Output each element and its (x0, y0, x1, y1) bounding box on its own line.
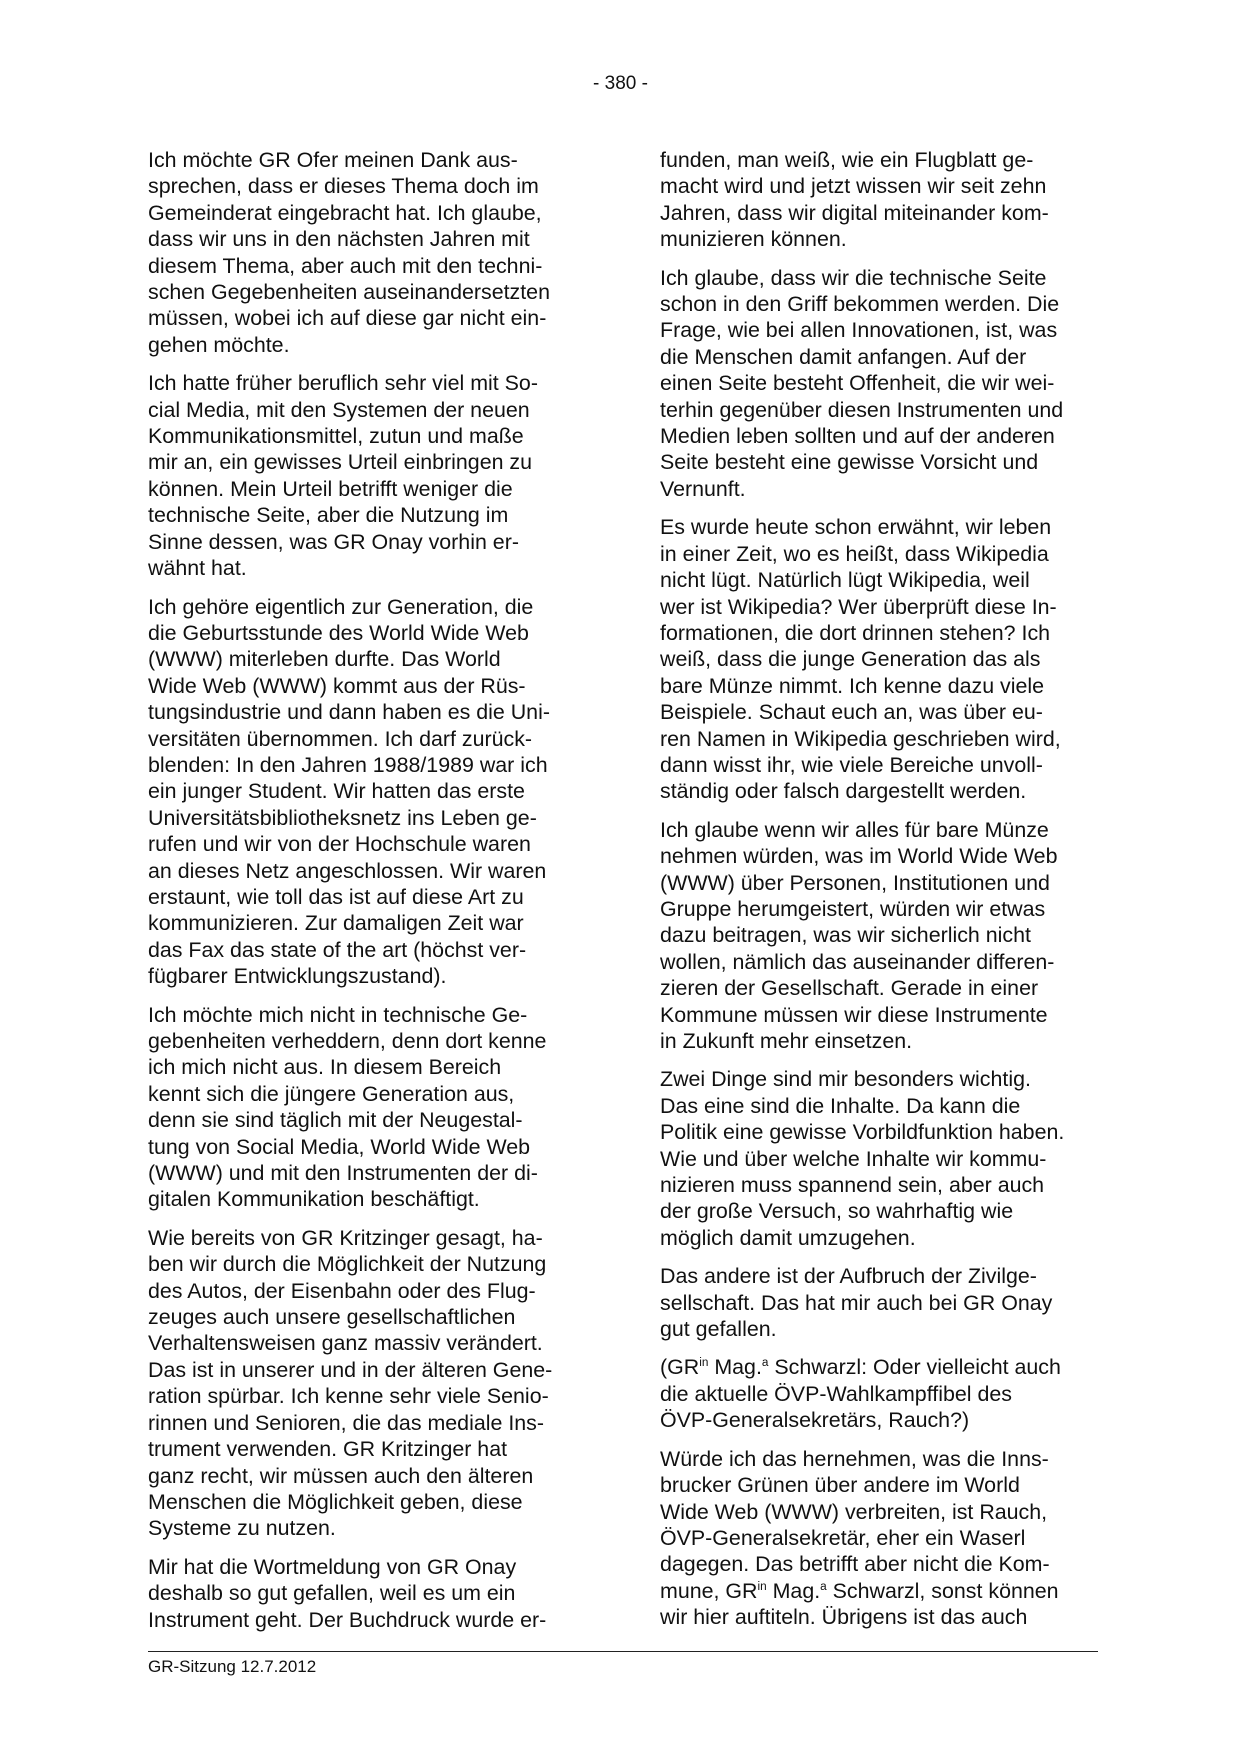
text-line: Würde ich das hernehmen, was die Inns- (660, 1446, 1049, 1471)
text-line: die Geburtsstunde des World Wide Web (148, 620, 529, 645)
paragraph (148, 370, 568, 581)
paragraph (660, 1446, 1080, 1631)
text-line: Gruppe herumgeistert, würden wir etwas (660, 896, 1046, 921)
footer-divider (148, 1651, 1098, 1652)
text-line: Sinne dessen, was GR Onay vorhin er- (148, 529, 519, 554)
text-line: denn sie sind täglich mit der Neugestal- (148, 1108, 523, 1133)
text-line: wähnt hat. (148, 556, 247, 581)
text-line: Medien leben sollten und auf der anderen (660, 424, 1055, 449)
text-line: Wide Web (WWW) kommt aus der Rüs- (148, 673, 526, 698)
text-line: Kommune müssen wir diese Instrumente (660, 1002, 1048, 1027)
text-line: Beispiele. Schaut euch an, was über eu- (660, 700, 1043, 725)
text-line: ich mich nicht aus. In diesem Bereich (148, 1055, 502, 1080)
text-line: nehmen würden, was im World Wide Web (660, 844, 1058, 869)
paragraph (660, 1263, 1080, 1342)
text-line: rinnen und Senioren, die das mediale Ins- (148, 1410, 544, 1435)
paragraph (660, 1066, 1080, 1251)
text-line: wir hier auftiteln. Übrigens ist das auch (660, 1605, 1028, 1630)
paragraph (148, 1002, 568, 1213)
paragraph (660, 147, 1080, 253)
text-line: ren Namen in Wikipedia geschrieben wird, (660, 726, 1061, 751)
text-line: Verhaltensweisen ganz massiv verändert. (148, 1331, 543, 1356)
text-line: trument verwenden. GR Kritzinger hat (148, 1437, 508, 1462)
text-line: kennt sich die jüngere Generation aus, (148, 1081, 515, 1106)
text-line: cial Media, mit den Systemen der neuen (148, 397, 530, 422)
text-line: das Fax das state of the art (höchst ver- (148, 937, 527, 962)
text-line: Mir hat die Wortmeldung von GR Onay (148, 1554, 517, 1579)
text-line: wollen, nämlich das auseinander differen- (660, 949, 1055, 974)
text-line: sprechen, dass er dieses Thema doch im (148, 174, 539, 199)
text-line: Zwei Dinge sind mir besonders wichtig. (660, 1067, 1031, 1092)
text-line: mune, $GR^{in}$ Mag.$^a$ Schwarzl, sonst können (660, 1578, 1059, 1603)
text-line: zieren der Gesellschaft. Gerade in einer (660, 976, 1039, 1001)
text-line: Es wurde heute schon erwähnt, wir leben (660, 515, 1052, 540)
text-line: fügbarer Entwicklungszustand). (148, 964, 447, 989)
text-line: Politik eine gewisse Vorbildfunktion haben. (660, 1120, 1065, 1145)
footer-session-date: GR-Sitzung 12.7.2012 (148, 1657, 317, 1676)
text-line: wer ist Wikipedia? Wer überprüft diese In- (660, 594, 1057, 619)
paragraph (148, 147, 568, 358)
text-line: Ich möchte mich nicht in technische Ge- (148, 1002, 528, 1027)
text-line: der große Versuch, so wahrhaftig wie (660, 1199, 1014, 1224)
paragraph (660, 265, 1080, 503)
text-line: sellschaft. Das hat mir auch bei GR Onay (660, 1290, 1053, 1315)
text-line: ration spürbar. Ich kenne sehr viele Senio- (148, 1384, 549, 1409)
text-line: ben wir durch die Möglichkeit der Nutzung (148, 1252, 547, 1277)
text-line: Menschen die Möglichkeit geben, diese (148, 1489, 523, 1514)
text-line: an dieses Netz angeschlossen. Wir waren (148, 858, 547, 883)
text-line: ÖVP-Generalsekretärs, Rauch?) (660, 1408, 970, 1433)
text-line: tung von Social Media, World Wide Web (148, 1134, 531, 1159)
text-line: Ich hatte früher beruflich sehr viel mit So- (148, 371, 538, 396)
text-line: ganz recht, wir müssen auch den älteren (148, 1463, 534, 1488)
text-line: Universitätsbibliotheksnetz ins Leben ge- (148, 805, 537, 830)
text-line: die aktuelle ÖVP-Wahlkampffibel des (660, 1381, 1012, 1406)
text-line: deshalb so gut gefallen, weil es um ein (148, 1581, 516, 1606)
text-line: versitäten übernommen. Ich darf zurück- (148, 726, 533, 751)
text-line: erstaunt, wie toll das ist auf diese Art zu (148, 884, 524, 909)
text-line: einen Seite besteht Offenheit, die wir wei- (660, 371, 1055, 396)
text-line: technische Seite, aber die Nutzung im (148, 503, 509, 528)
text-line: Vernunft. (660, 476, 746, 501)
text-line: Seite besteht eine gewisse Vorsicht und (660, 450, 1039, 475)
text-line: (WWW) und mit den Instrumenten der di- (148, 1161, 538, 1186)
text-line: funden, man weiß, wie ein Flugblatt ge- (660, 148, 1034, 172)
paragraph (148, 1554, 568, 1633)
text-line: in Zukunft mehr einsetzen. (660, 1029, 913, 1053)
text-line: gebenheiten verheddern, denn dort kenne (148, 1029, 547, 1053)
paragraph (660, 514, 1080, 804)
text-line: kommunizieren. Zur damaligen Zeit war (148, 911, 524, 936)
text-line: Systeme zu nutzen. (148, 1516, 336, 1541)
page-number: - 380 - (593, 73, 648, 94)
text-line: ein junger Student. Wir hatten das erste (148, 779, 525, 804)
left-column (148, 147, 568, 1645)
right-column (660, 147, 1080, 1643)
text-line: ÖVP-Generalsekretär, eher ein Waserl (660, 1525, 1026, 1550)
text-line: ständig oder falsch dargestellt werden. (660, 779, 1027, 804)
text-line: blenden: In den Jahren 1988/1989 war ich (148, 752, 548, 777)
paragraph (660, 817, 1080, 1055)
text-line: bare Münze nimmt. Ich kenne dazu viele (660, 673, 1045, 698)
text-line: schon in den Griff bekommen werden. Die (660, 292, 1060, 317)
text-line: Das eine sind die Inhalte. Da kann die (660, 1093, 1021, 1118)
text-line: schen Gegebenheiten auseinandersetzten (148, 280, 550, 305)
text-line: dann wisst ihr, wie viele Bereiche unvoll- (660, 752, 1043, 777)
text-line: dass wir uns in den nächsten Jahren mit (148, 227, 530, 252)
text-line: nizieren muss spannend sein, aber auch (660, 1173, 1045, 1198)
text-line: müssen, wobei ich auf diese gar nicht ein- (148, 306, 547, 331)
paragraph (148, 1225, 568, 1542)
text-line: in einer Zeit, wo es heißt, dass Wikipedia (660, 541, 1049, 566)
text-line: Kommunikationsmittel, zutun und maße (148, 424, 524, 449)
text-line: die Menschen damit anfangen. Auf der (660, 344, 1027, 369)
text-line: (WWW) über Personen, Institutionen und (660, 870, 1050, 895)
text-line: gut gefallen. (660, 1317, 777, 1342)
text-line: weiß, dass die junge Generation das als (660, 647, 1041, 672)
text-line: können. Mein Urteil betrifft weniger die (148, 476, 513, 501)
text-line: dazu beitragen, was wir sicherlich nicht (660, 923, 1031, 948)
text-line: Wie bereits von GR Kritzinger gesagt, ha- (148, 1225, 543, 1250)
text-line: nicht lügt. Natürlich lügt Wikipedia, weil (660, 568, 1030, 593)
text-line: Das ist in unserer und in der älteren Gene- (148, 1357, 553, 1382)
text-line: diesem Thema, aber auch mit den techni- (148, 253, 543, 278)
interjection (660, 1354, 1080, 1433)
text-line: brucker Grünen über andere im World (660, 1473, 1020, 1498)
text-line: Frage, wie bei allen Innovationen, ist, was (660, 318, 1058, 343)
text-line: Wide Web (WWW) verbreiten, ist Rauch, (660, 1499, 1048, 1524)
text-line: gitalen Kommunikation beschäftigt. (148, 1187, 480, 1212)
text-line: Jahren, dass wir digital miteinander kom- (660, 200, 1049, 225)
paragraph (148, 594, 568, 990)
text-line: terhin gegenüber diesen Instrumenten und (660, 397, 1064, 422)
text-line: gehen möchte. (148, 332, 290, 357)
text-line: munizieren können. (660, 227, 847, 252)
text-line: macht wird und jetzt wissen wir seit zehn (660, 174, 1047, 199)
text-line: ($GR^{in}$ Mag.$^a$ Schwarzl: Oder vielleicht auch (660, 1355, 1061, 1380)
text-line: mir an, ein gewisses Urteil einbringen zu (148, 450, 533, 475)
text-line: des Autos, der Eisenbahn oder des Flug- (148, 1278, 536, 1303)
text-line: dagegen. Das betrifft aber nicht die Kom- (660, 1552, 1050, 1577)
text-line: Instrument geht. Der Buchdruck wurde er- (148, 1607, 547, 1632)
text-line: zeuges auch unsere gesellschaftlichen (148, 1305, 516, 1330)
text-line: Ich möchte GR Ofer meinen Dank aus- (148, 148, 518, 172)
text-line: formationen, die dort drinnen stehen? Ich (660, 620, 1051, 645)
text-line: Gemeinderat eingebracht hat. Ich glaube, (148, 200, 542, 225)
text-line: Wie und über welche Inhalte wir kommu- (660, 1146, 1047, 1171)
text-line: Das andere ist der Aufbruch der Zivilge- (660, 1264, 1037, 1289)
text-line: Ich gehöre eigentlich zur Generation, die (148, 594, 534, 619)
text-line: rufen und wir von der Hochschule waren (148, 832, 531, 857)
text-line: möglich damit umzugehen. (660, 1225, 916, 1250)
text-line: tungsindustrie und dann haben es die Uni- (148, 700, 550, 725)
text-line: (WWW) miterleben durfte. Das World (148, 647, 501, 672)
right-column-paragraphs (660, 147, 1080, 1342)
text-line: Ich glaube, dass wir die technische Seite (660, 265, 1047, 290)
text-line: Ich glaube wenn wir alles für bare Münze (660, 817, 1049, 842)
